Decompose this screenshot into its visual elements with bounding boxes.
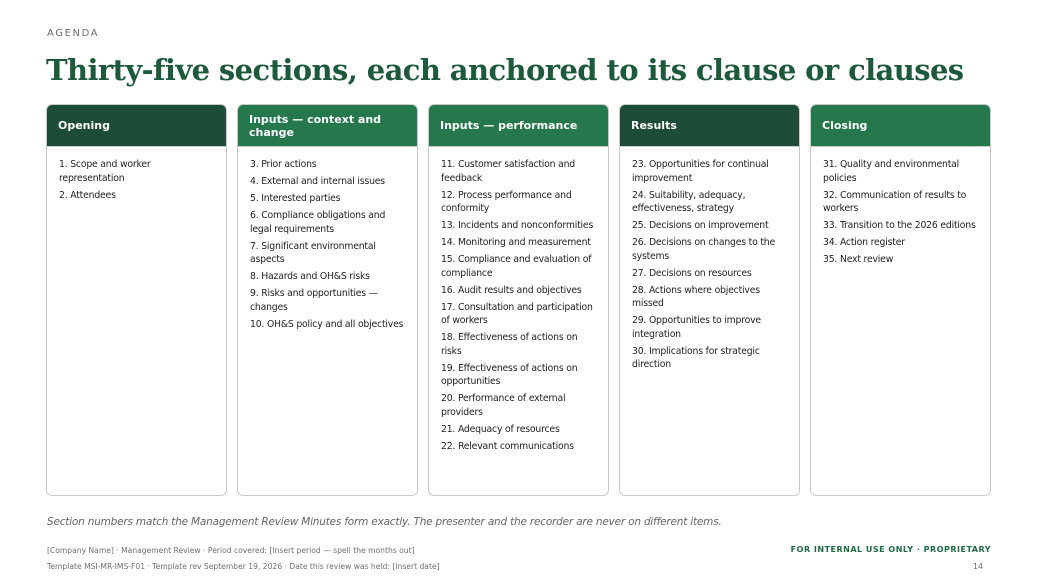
agenda-list [632, 158, 791, 372]
column-header: Inputs — performance [429, 105, 608, 147]
agenda-item: 31. Quality and environmental policies [823, 159, 960, 184]
agenda-item: 3. Prior actions [250, 159, 317, 170]
footnote: Section numbers match the Management Review Minutes form exactly. The presenter and the recorder are never on different items. [47, 516, 722, 528]
agenda-item: 19. Effectiveness of actions on opportunities [441, 362, 578, 388]
page-number: 14 [972, 562, 983, 571]
agenda-item: 20. Performance of external providers [441, 393, 566, 419]
column-inputs-performance [428, 104, 609, 496]
agenda-item: 18. Effectiveness of actions on risks [441, 332, 578, 357]
column-closing [810, 104, 991, 496]
agenda-item: 6. Compliance obligations and legal requirements [250, 209, 386, 235]
agenda-list [441, 158, 600, 454]
agenda-item: 29. Opportunities to improve integration [632, 315, 761, 340]
agenda-item: 34. Action register [823, 237, 905, 249]
agenda-list [59, 158, 218, 202]
footer-line-1: [Company Name] · Management Review · Period covered: [Insert period — spell the months out] [47, 546, 415, 555]
agenda-item: 12. Process performance and conformity [441, 189, 572, 215]
column-header: Closing [811, 105, 990, 147]
agenda-item: 23. Opportunities for continual improvement [632, 159, 769, 184]
agenda-item: 17. Consultation and participation of workers [441, 301, 593, 327]
footer-line-2: Template MSI-MR-IMS-F01 · Template rev September 19, 2026 · Date this review was held: [Insert date] [47, 562, 440, 571]
column-inputs-context [237, 104, 418, 496]
agenda-item: 22. Relevant communications [441, 440, 574, 452]
agenda-item: 15. Compliance and evaluation of compliance [441, 254, 592, 279]
agenda-item: 30. Implications for strategic direction [632, 345, 760, 371]
agenda-item: 7. Significant environmental aspects [250, 240, 376, 266]
agenda-item: 28. Actions where objectives missed [632, 284, 760, 310]
agenda-item: 4. External and internal issues [250, 175, 385, 187]
agenda-item: 16. Audit results and objectives [441, 284, 582, 296]
agenda-item: 1. Scope and worker representation [59, 159, 151, 184]
agenda-item: 14. Monitoring and measurement [441, 237, 591, 249]
agenda-list [250, 158, 409, 331]
agenda-item: 25. Decisions on improvement [632, 220, 769, 232]
agenda-item: 13. Incidents and nonconformities [441, 220, 594, 232]
column-header: Results [620, 105, 799, 147]
agenda-item: 35. Next review [823, 254, 894, 266]
agenda-item: 21. Adequacy of resources [441, 424, 560, 435]
column-opening [46, 104, 227, 496]
column-header: Opening [47, 105, 226, 147]
agenda-item: 5. Interested parties [250, 192, 341, 204]
section-eyebrow: AGENDA [47, 28, 100, 39]
agenda-item: 33. Transition to the 2026 editions [823, 220, 976, 232]
page-title: Thirty-five sections, each anchored to its clause or clauses [46, 53, 964, 87]
agenda-item: 2. Attendees [59, 189, 116, 201]
agenda-item: 10. OH&S policy and all objectives [250, 318, 404, 330]
agenda-item: 32. Communication of results to workers [823, 189, 967, 215]
column-header: Inputs — context and change [238, 105, 417, 147]
agenda-item: 11. Customer satisfaction and feedback [441, 159, 576, 184]
agenda-item: 9. Risks and opportunities — changes [250, 288, 378, 313]
agenda-columns [46, 104, 992, 496]
column-results [619, 104, 800, 496]
classification-label: FOR INTERNAL USE ONLY · PROPRIETARY [790, 545, 991, 554]
agenda-item: 24. Suitability, adequacy, effectiveness, strategy [632, 189, 746, 215]
agenda-list [823, 158, 982, 267]
agenda-item: 26. Decisions on changes to the systems [632, 237, 776, 262]
agenda-item: 27. Decisions on resources [632, 267, 752, 279]
agenda-item: 8. Hazards and OH&S risks [250, 271, 370, 283]
